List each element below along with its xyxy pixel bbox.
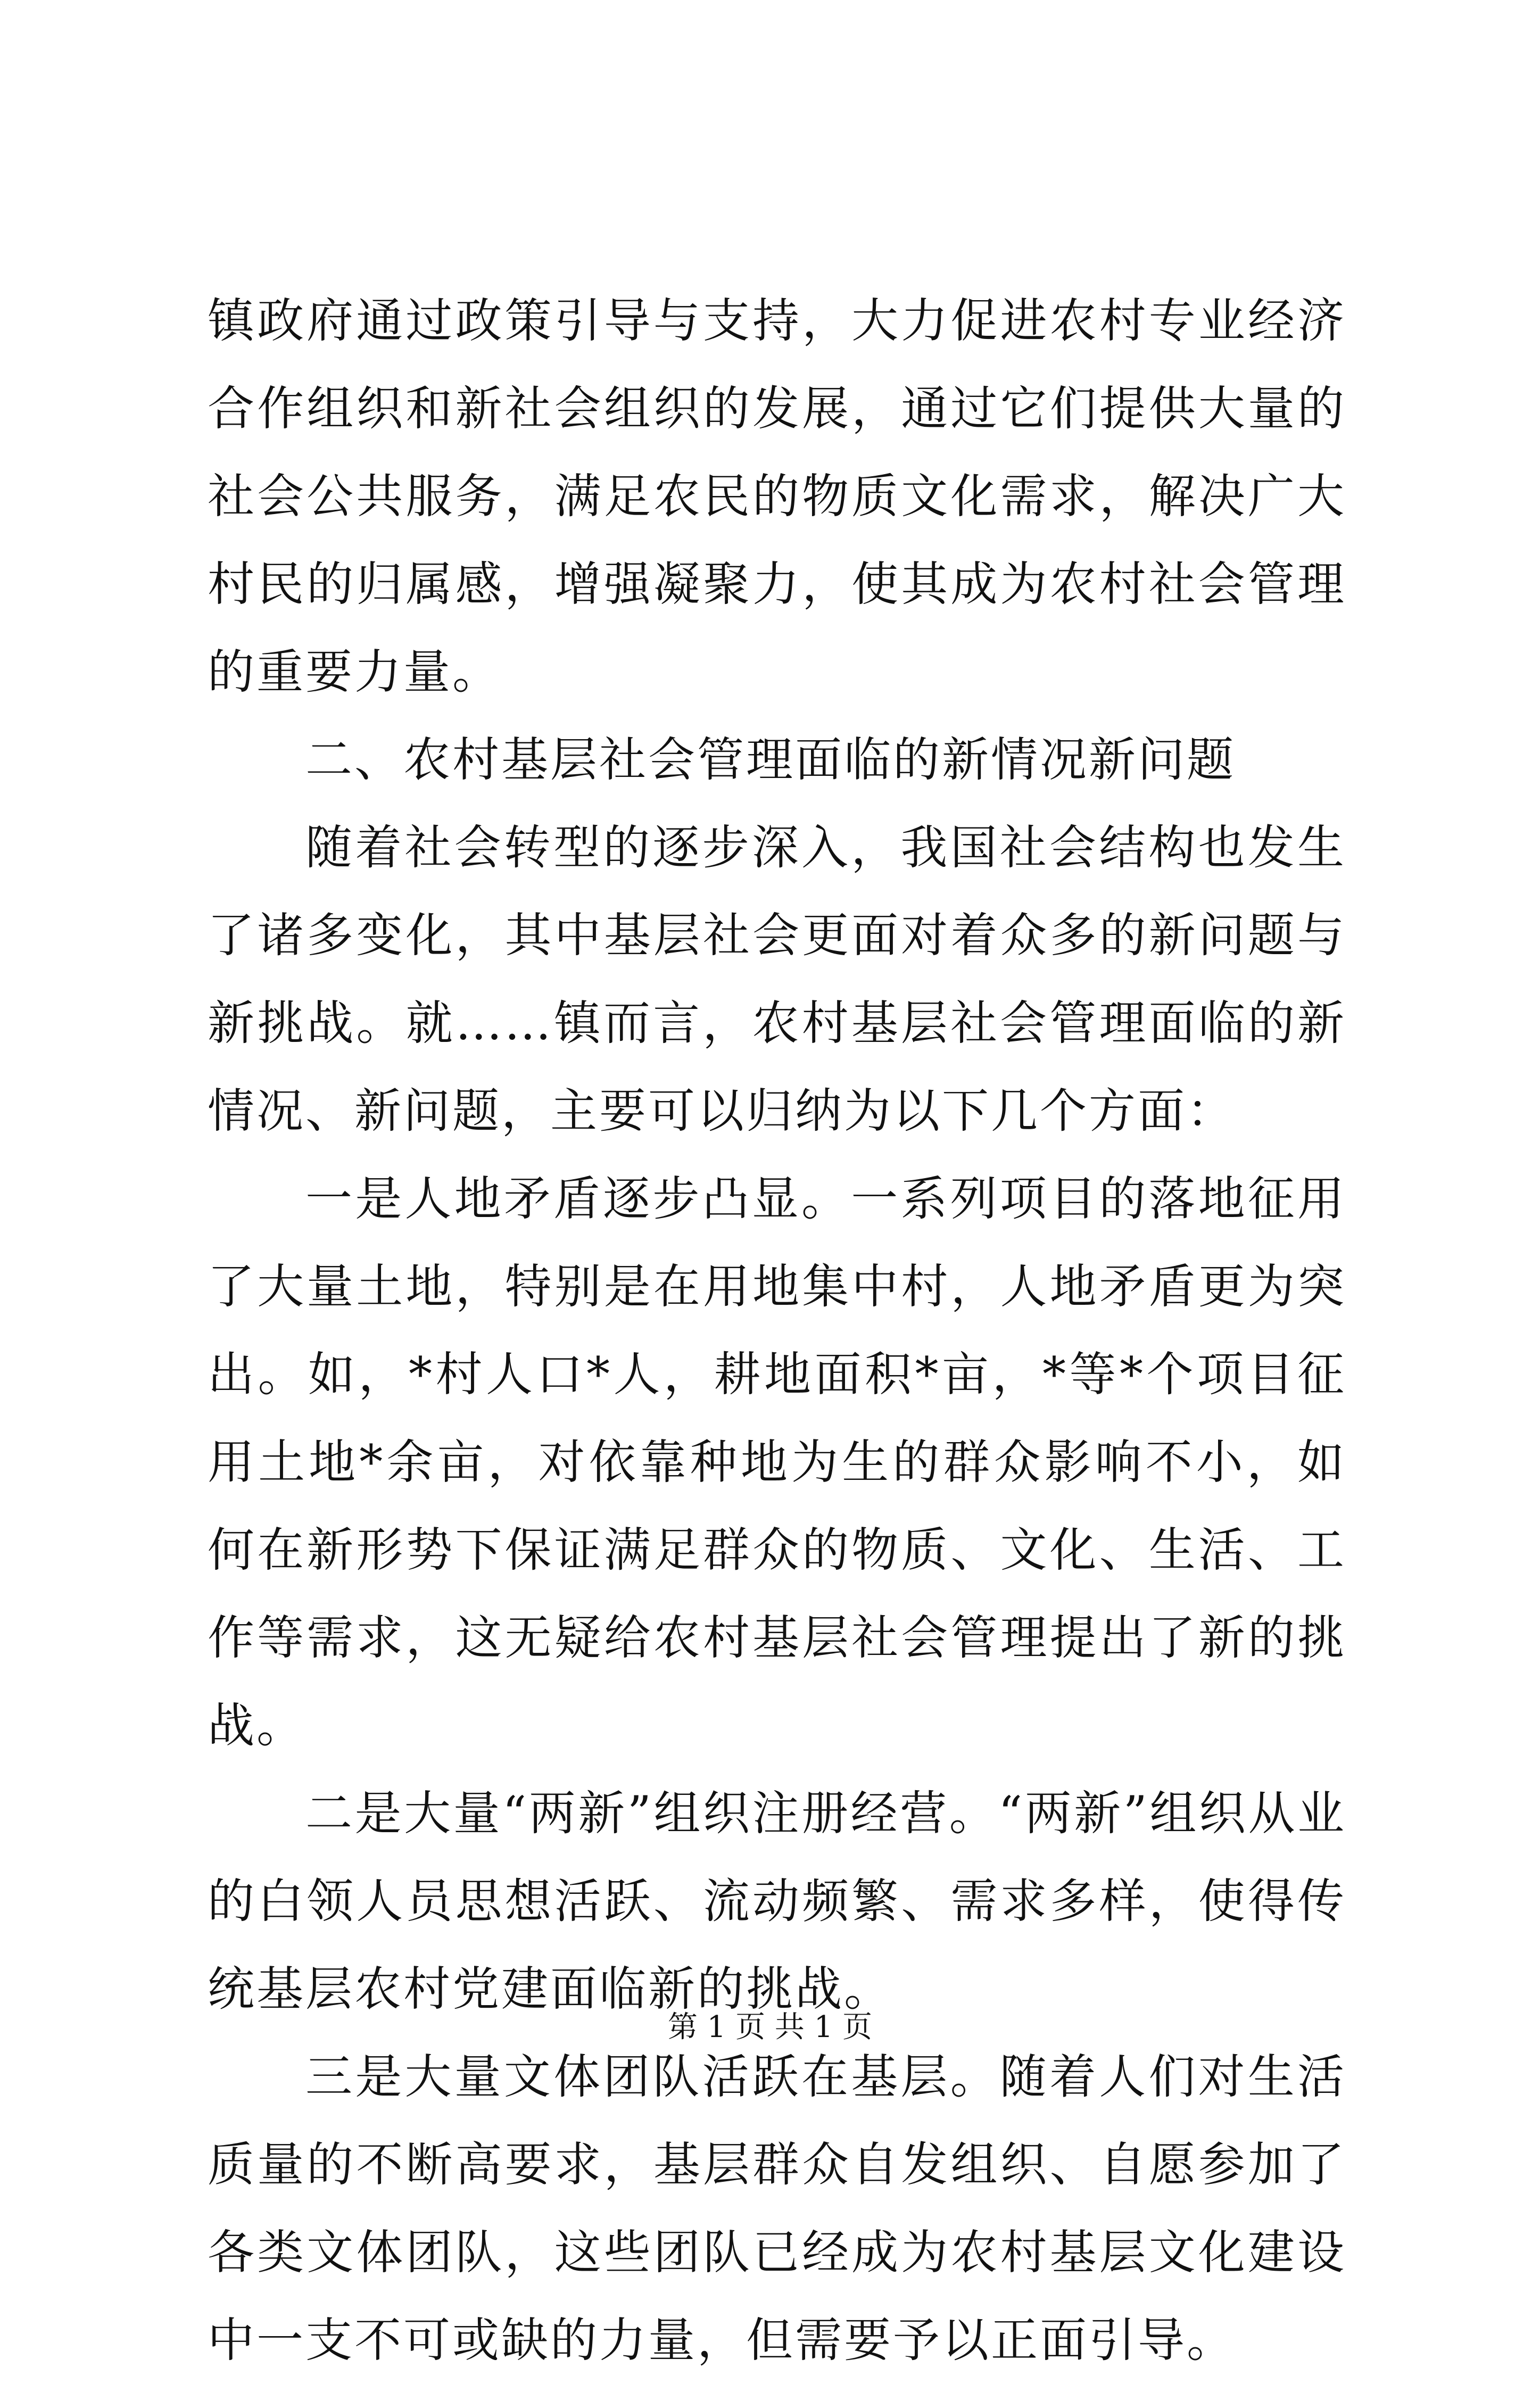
paragraph-point-one: 一是人地矛盾逐步凸显。一系列项目的落地征用了大量土地，特别是在用地集中村，人地矛盾更为突出。如，*村人口*人，耕地面积*亩，*等*个项目征用土地*余亩，对依靠种地为生的群众影响不小，如何在新形势下保证满足群众的物质、文化、生活、工作等需求，这无疑给农村基层社会管理提出了新的挑战。 (208, 1171, 1346, 1753)
document-body (208, 277, 1346, 2384)
paragraph-point-three: 三是大量文体团队活跃在基层。随着人们对生活质量的不断高要求，基层群众自发组织、自愿参加了各类文体团队，这些团队已经成为农村基层文化建设中一支不可或缺的力量，但需要予以正面引导。 (208, 2049, 1346, 2368)
section-heading: 二、农村基层社会管理面临的新情况新问题 (305, 732, 1236, 787)
page-footer: 第 1 页 共 1 页 (667, 2010, 873, 2044)
paragraph-point-two: 二是大量“两新”组织注册经营。“两新”组织从业的白领人员思想活跃、流动频繁、需求多样，使得传统基层农村党建面临新的挑战。 (208, 1786, 1346, 2016)
paragraph-continuation: 镇政府通过政策引导与支持，大力促进农村专业经济合作组织和新社会组织的发展，通过它们提供大量的社会公共服务，满足农民的物质文化需求，解决广大村民的归属感，增强凝聚力，使其成为农村社会管理的重要力量。 (208, 293, 1346, 699)
paragraph-intro: 随着社会转型的逐步深入，我国社会结构也发生了诸多变化，其中基层社会更面对着众多的新问题与新挑战。就……镇而言，农村基层社会管理面临的新情况、新问题，主要可以归纳为以下几个方面： (208, 820, 1346, 1138)
